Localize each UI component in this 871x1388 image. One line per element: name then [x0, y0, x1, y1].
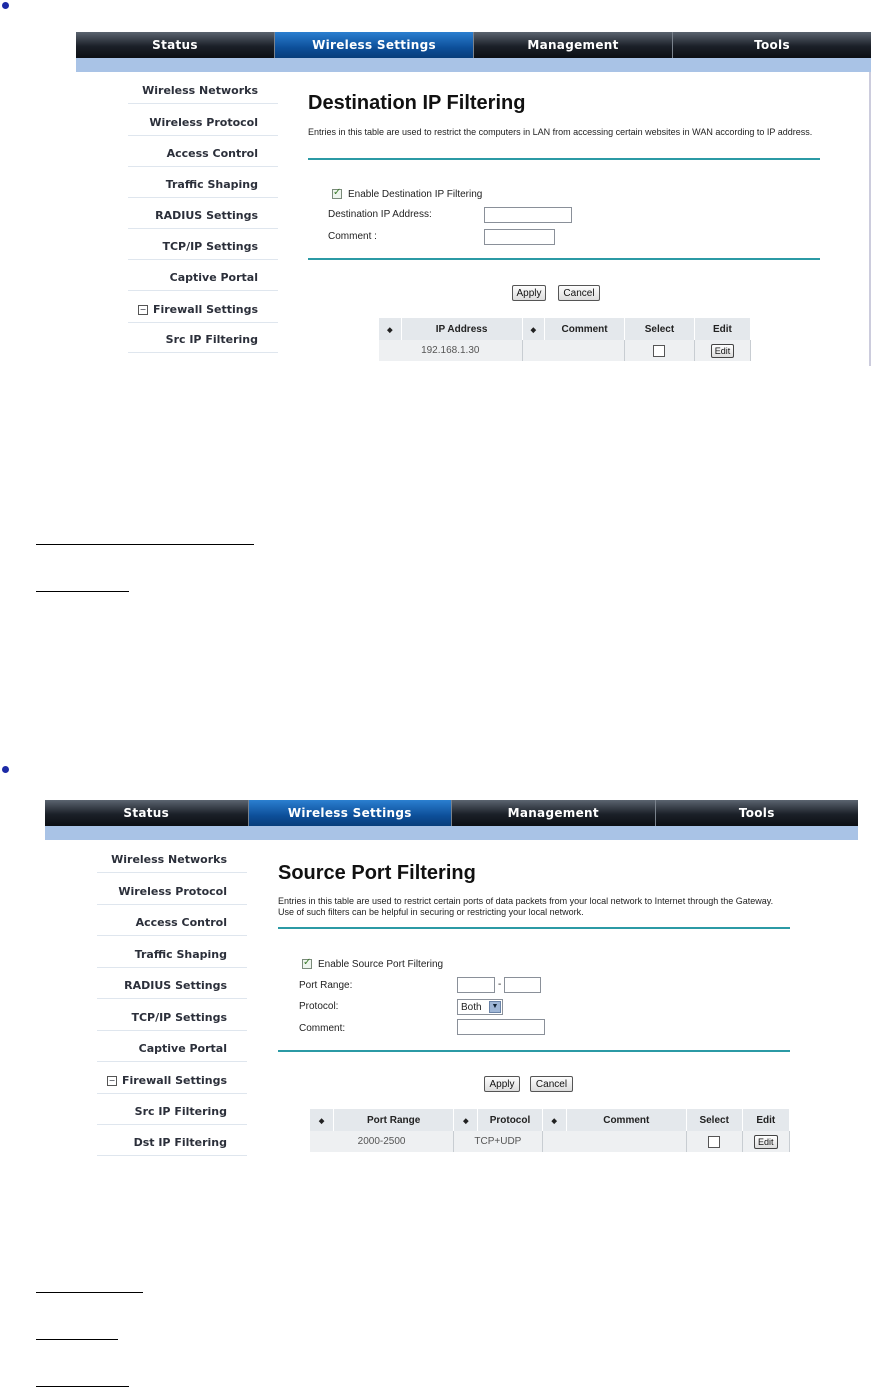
sidebar-item-label: Src IP Filtering [165, 333, 258, 346]
comment-label: Comment : [328, 231, 377, 242]
sidebar-item-label: Access Control [166, 147, 258, 160]
underline-rule [36, 591, 129, 592]
collapse-icon[interactable]: − [108, 1076, 116, 1085]
underline-rule [36, 1339, 118, 1340]
sidebar-item-tcpip-settings[interactable] [97, 1005, 247, 1031]
cell-ip-address: 192.168.1.30 [379, 340, 522, 361]
top-navigation [45, 800, 858, 826]
col-edit: Edit [694, 318, 750, 340]
col-ip-address[interactable]: IP Address [401, 318, 522, 340]
sort-icon[interactable]: ◆ [542, 1109, 566, 1131]
col-comment[interactable]: Comment [545, 318, 625, 340]
sidebar-item-label: TCP/IP Settings [131, 1011, 227, 1024]
table-row [379, 340, 751, 361]
col-edit: Edit [742, 1109, 789, 1131]
sidebar-item-label: Dst IP Filtering [133, 1136, 227, 1149]
tab-tools[interactable]: Tools [738, 806, 775, 820]
comment-label: Comment: [299, 1023, 346, 1034]
sidebar [76, 72, 282, 366]
comment-input[interactable] [484, 229, 555, 245]
sidebar-item-wireless-networks[interactable] [97, 847, 247, 873]
divider [278, 927, 790, 929]
sidebar-item-captive-portal[interactable] [128, 265, 278, 291]
sidebar-item-traffic-shaping[interactable] [97, 942, 247, 968]
sort-icon[interactable]: ◆ [522, 318, 545, 340]
sidebar-item-traffic-shaping[interactable] [128, 172, 278, 198]
sidebar-item-captive-portal[interactable] [97, 1036, 247, 1062]
cell-select [686, 1131, 742, 1152]
table-header-row [379, 318, 751, 340]
divider [308, 158, 820, 160]
enable-filtering-label: Enable Source Port Filtering [318, 959, 444, 970]
table-row [310, 1131, 790, 1152]
tab-status[interactable]: Status [76, 32, 275, 58]
sidebar-item-wireless-protocol[interactable] [128, 110, 278, 136]
enable-filtering-checkbox[interactable] [332, 189, 342, 199]
apply-button[interactable]: Apply [484, 1076, 520, 1092]
divider [278, 1050, 790, 1052]
destination-ip-input[interactable] [484, 207, 572, 223]
sidebar-item-radius-settings[interactable] [128, 203, 278, 229]
tab-status[interactable]: Status [45, 800, 249, 826]
sidebar-item-label: Wireless Protocol [149, 116, 258, 129]
tab-management[interactable]: Management [474, 32, 673, 58]
sort-icon[interactable]: ◆ [310, 1109, 334, 1131]
table-header-row [310, 1109, 790, 1131]
cell-edit [742, 1131, 789, 1152]
sub-navigation-bar [45, 826, 858, 840]
cancel-button[interactable]: Cancel [530, 1076, 573, 1092]
tab-tools[interactable]: Tools [754, 38, 790, 52]
underline-rule [36, 1292, 143, 1293]
underline-rule [36, 1386, 129, 1387]
sort-icon[interactable]: ◆ [454, 1109, 478, 1131]
port-range-start-input[interactable] [457, 977, 495, 993]
enable-filtering-checkbox[interactable] [302, 959, 312, 969]
edit-button[interactable]: Edit [711, 344, 735, 358]
cell-comment [542, 1131, 686, 1152]
bullet-marker [2, 2, 9, 9]
collapse-icon[interactable]: − [139, 305, 147, 314]
sub-navigation-bar [76, 58, 871, 72]
sidebar [45, 840, 251, 1159]
sidebar-item-label: Wireless Protocol [118, 885, 227, 898]
source-port-filtering-screenshot [45, 800, 858, 1159]
sidebar-item-label: Access Control [135, 916, 227, 929]
sidebar-item-label: Firewall Settings [121, 1074, 227, 1087]
top-navigation [76, 32, 871, 58]
sidebar-item-firewall-settings[interactable] [97, 1068, 247, 1094]
col-select: Select [686, 1109, 742, 1131]
underline-rule [36, 544, 254, 545]
sort-icon[interactable]: ◆ [379, 318, 401, 340]
port-range-separator: - [498, 979, 502, 990]
sidebar-item-tcpip-settings[interactable] [128, 234, 278, 260]
tab-wireless-settings[interactable]: Wireless Settings [275, 32, 474, 58]
port-range-label: Port Range: [299, 980, 353, 991]
sidebar-item-access-control[interactable] [97, 910, 247, 936]
col-protocol[interactable]: Protocol [478, 1109, 542, 1131]
comment-input[interactable] [457, 1019, 545, 1035]
sidebar-item-firewall-settings[interactable] [128, 297, 278, 323]
cell-port-range: 2000-2500 [310, 1131, 454, 1152]
sidebar-item-label: Wireless Networks [142, 84, 258, 97]
col-comment[interactable]: Comment [566, 1109, 686, 1131]
cell-protocol: TCP+UDP [454, 1131, 542, 1152]
col-port-range[interactable]: Port Range [334, 1109, 454, 1131]
divider [308, 258, 820, 260]
sidebar-item-label: Traffic Shaping [165, 178, 258, 191]
enable-filtering-label: Enable Destination IP Filtering [348, 189, 483, 200]
main-content [275, 840, 858, 1159]
sidebar-item-label: Src IP Filtering [134, 1105, 227, 1118]
protocol-select[interactable] [457, 999, 503, 1015]
page-title: Source Port Filtering [278, 862, 476, 884]
protocol-selected-value: Both [461, 1001, 482, 1013]
tab-management[interactable]: Management [452, 800, 656, 826]
sidebar-item-label: Captive Portal [138, 1042, 227, 1055]
cancel-button[interactable]: Cancel [558, 285, 600, 301]
sidebar-item-wireless-protocol[interactable] [97, 879, 247, 905]
main-content [306, 72, 871, 366]
bullet-marker [2, 766, 9, 773]
row-select-checkbox[interactable] [708, 1136, 720, 1148]
destination-ip-filtering-screenshot [76, 32, 871, 366]
sidebar-item-label: RADIUS Settings [124, 979, 227, 992]
destination-ip-label: Destination IP Address: [328, 209, 432, 220]
apply-button[interactable]: Apply [512, 285, 546, 301]
edit-button[interactable]: Edit [754, 1135, 778, 1149]
protocol-label: Protocol: [299, 1001, 339, 1012]
sidebar-item-label: RADIUS Settings [155, 209, 258, 222]
sidebar-item-src-ip-filtering[interactable] [128, 327, 278, 353]
page-description: Entries in this table are used to restrict the computers in LAN from accessing certain websites in WAN according to IP address. [308, 127, 813, 137]
filter-table [379, 318, 751, 361]
cell-edit [694, 340, 750, 361]
sidebar-item-radius-settings[interactable] [97, 973, 247, 999]
chevron-down-icon[interactable]: ▼ [489, 1001, 501, 1013]
sidebar-item-wireless-networks[interactable] [128, 78, 278, 104]
page-description: Entries in this table are used to restrict certain ports of data packets from your local network to Internet through the Gateway. Use of such filters can be helpful in securing or restricting your local network. [278, 896, 774, 917]
filter-table [310, 1109, 790, 1152]
sidebar-item-label: Wireless Networks [111, 853, 227, 866]
sidebar-item-src-ip-filtering[interactable] [97, 1099, 247, 1125]
row-select-checkbox[interactable] [653, 345, 665, 357]
col-select: Select [625, 318, 695, 340]
cell-select [625, 340, 695, 361]
sidebar-item-label: Firewall Settings [152, 303, 258, 316]
sidebar-item-dst-ip-filtering[interactable] [97, 1130, 247, 1156]
sidebar-item-access-control[interactable] [128, 141, 278, 167]
port-range-end-input[interactable] [504, 977, 541, 993]
cell-comment [522, 340, 625, 361]
tab-wireless-settings[interactable]: Wireless Settings [249, 800, 453, 826]
sidebar-item-label: Traffic Shaping [134, 948, 227, 961]
page-title: Destination IP Filtering [308, 92, 526, 114]
sidebar-item-label: Captive Portal [169, 271, 258, 284]
sidebar-item-label: TCP/IP Settings [162, 240, 258, 253]
